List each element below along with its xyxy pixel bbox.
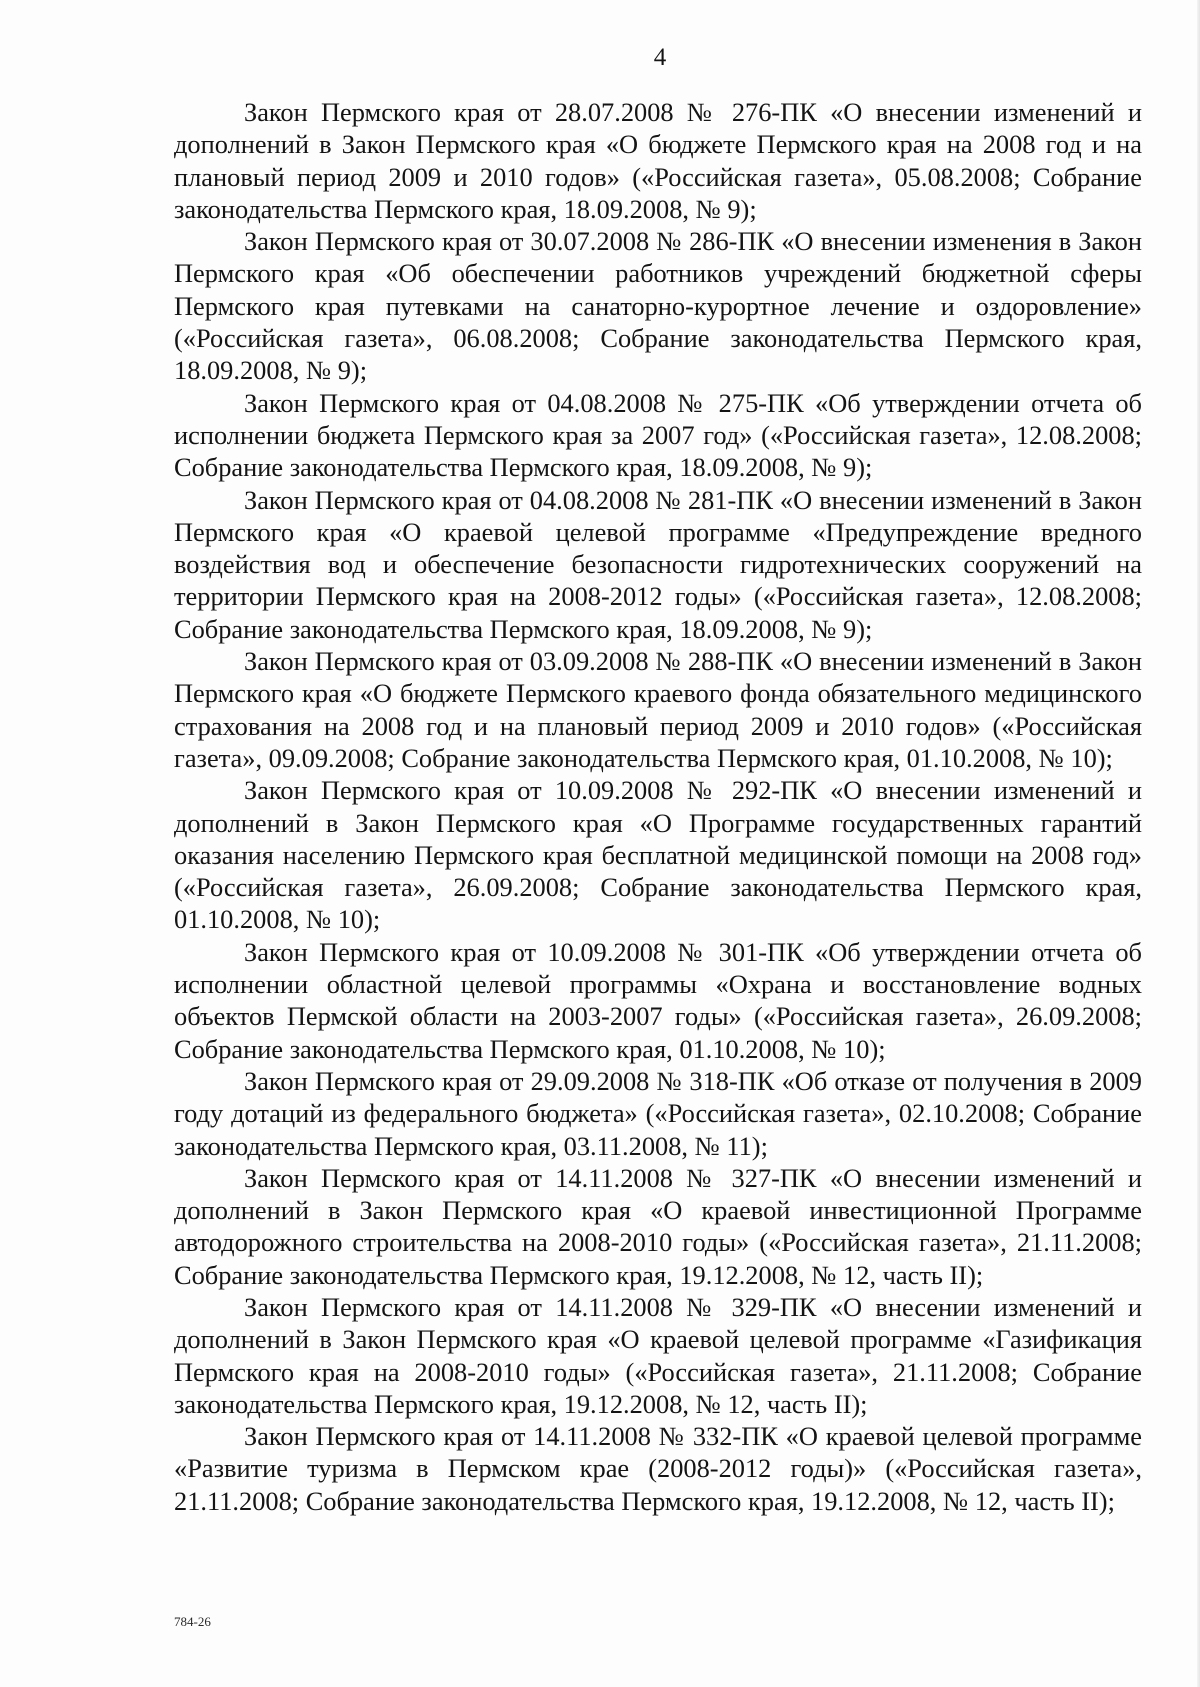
document-footer-code: 784-26: [174, 1614, 211, 1629]
law-entry-paragraph: Закон Пермского края от 03.09.2008 № 288-ПК «О внесении изменений в Закон Пермского края «О бюджете Пермского краевого фонда обязательного медицинского страхования на 2008 год и на плановый период 2009 и 2010 годов» («Российская газета», 09.09.2008; Собрание законодательства Пермского края, 01.10.2008, № 10);: [174, 646, 1142, 773]
law-entry-paragraph: Закон Пермского края от 30.07.2008 № 286-ПК «О внесении изменения в Закон Пермского края «Об обеспечении работников учреждений бюджетной сферы Пермского края путевками на санаторно-курортное лечение и оздоровление» («Российская газета», 06.08.2008; Собрание законодательства Пермского края, 18.09.2008, № 9);: [174, 226, 1142, 386]
law-entry-paragraph: Закон Пермского края от 04.08.2008 № 275-ПК «Об утверждении отчета об исполнении бюджета Пермского края за 2007 год» («Российская газета», 12.08.2008; Собрание законодательства Пермского края, 18.09.2008, № 9);: [174, 387, 1142, 483]
law-entry-paragraph: Закон Пермского края от 14.11.2008 № 327-ПК «О внесении изменений и дополнений в Закон Пермского края «О краевой инвестиционной Программе автодорожного строительства на 2008-2010 годы» («Российская газета», 21.11.2008; Собрание законодательства Пермского края, 19.12.2008, № 12, часть II);: [174, 1162, 1142, 1290]
law-entry-paragraph: Закон Пермского края от 14.11.2008 № 332-ПК «О краевой целевой программе «Развитие туризма в Пермском крае (2008-2012 годы)» («Российская газета», 21.11.2008; Собрание законодательства Пермского края, 19.12.2008, № 12, часть II);: [174, 1421, 1142, 1516]
law-entry-paragraph: Закон Пермского края от 28.07.2008 № 276-ПК «О внесении изменений и дополнений в Закон Пермского края «О бюджете Пермского края на 2008 год и на плановый период 2009 и 2010 годов» («Российская газета», 05.08.2008; Собрание законодательства Пермского края, 18.09.2008, № 9);: [174, 97, 1142, 224]
document-body: [174, 96, 1142, 1517]
law-entry-paragraph: Закон Пермского края от 10.09.2008 № 301-ПК «Об утверждении отчета об исполнении областной целевой программы «Охрана и восстановление водных объектов Пермской области на 2003-2007 годы» («Российская газета», 26.09.2008; Собрание законодательства Пермского края, 01.10.2008, № 10);: [174, 936, 1142, 1064]
law-entry-paragraph: Закон Пермского края от 29.09.2008 № 318-ПК «Об отказе от получения в 2009 году дотаций из федерального бюджета» («Российская газета», 02.10.2008; Собрание законодательства Пермского края, 03.11.2008, № 11);: [174, 1065, 1142, 1161]
law-entry-paragraph: Закон Пермского края от 04.08.2008 № 281-ПК «О внесении изменений в Закон Пермского края «О краевой целевой программе «Предупреждение вредного воздействия вод и обеспечение безопасности гидротехнических сооружений на территории Пермского края на 2008-2012 годы» («Российская газета», 12.08.2008; Собрание законодательства Пермского края, 18.09.2008, № 9);: [174, 484, 1142, 644]
page-number: 4: [653, 44, 667, 71]
law-entry-paragraph: Закон Пермского края от 14.11.2008 № 329-ПК «О внесении изменений и дополнений в Закон Пермского края «О краевой целевой программе «Газификация Пермского края на 2008-2010 годы» («Российская газета», 21.11.2008; Собрание законодательства Пермского края, 19.12.2008, № 12, часть II);: [174, 1291, 1142, 1419]
law-entry-paragraph: Закон Пермского края от 10.09.2008 № 292-ПК «О внесении изменений и дополнений в Закон Пермского края «О Программе государственных гарантий оказания населению Пермского края бесплатной медицинской помощи на 2008 год» («Российская газета», 26.09.2008; Собрание законодательства Пермского края, 01.10.2008, № 10);: [174, 775, 1142, 935]
